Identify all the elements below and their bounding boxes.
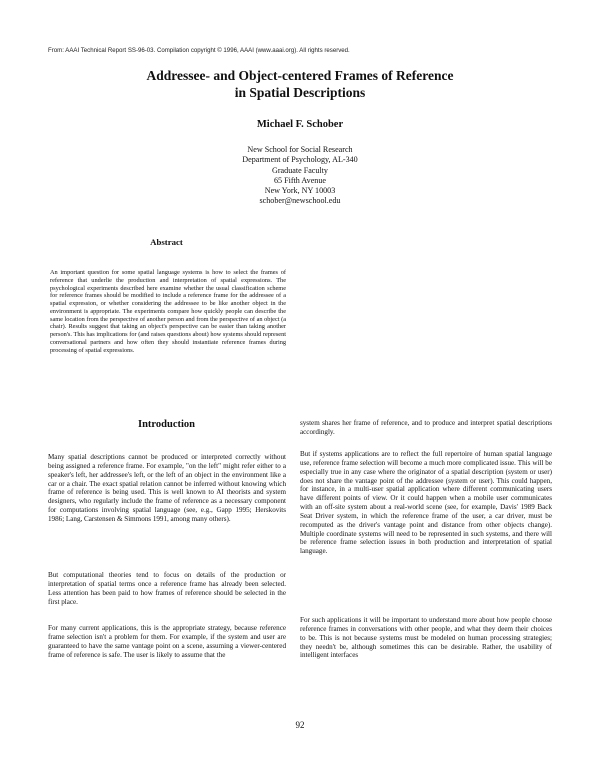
paper-title bbox=[60, 67, 540, 101]
affiliation-line: New School for Social Research bbox=[247, 145, 353, 154]
affiliation-line: Graduate Faculty bbox=[272, 165, 328, 175]
title-line-2: in Spatial Descriptions bbox=[234, 85, 366, 100]
affiliation-line: New York, NY 10003 bbox=[264, 186, 336, 196]
author-email: schober@newschool.edu bbox=[259, 196, 341, 206]
intro-paragraph: For such applications it will be important to understand more about how people choose reference frames in conversations with other people, and what they deem their choices to be. This is not because systems must be modeled on human processing strategies; they needn't be, although sometimes this can be desirable. Rather, the usability of intelligent interfaces bbox=[300, 616, 552, 660]
intro-paragraph: Many spatial descriptions cannot be produced or interpreted correctly without being assigned a reference frame. For example, "on the left" might refer either to a speaker's left, her addressee's left, or the left of an object in the environment like a car or a chair. The exact spatial relation cannot be inferred without knowing which frame of reference is being used. This is well known to AI theorists and system designers, who regularly include the frame of reference as a necessary component for computations involving spatial language (see, e.g., Gapp 1995; Herskovits 1986; Lang, Carstensen & Simmons 1991, among many others). bbox=[48, 453, 286, 523]
introduction-heading: Introduction bbox=[138, 419, 195, 430]
intro-paragraph: But if systems applications are to reflect the full repertoire of human spatial language use, reference frame selection will become a much more complicated issue. This will be especially true in any case where the originator of a spatial description (system or user) does not share the vantage point of the addressee (system or user). This could happen, for instance, in a multi-user spatial application where different communicating users have different points of view. Or it could happen when a mobile user communicates with an off-site system about a real-world scene (see, for example, Davis' 1989 Back Seat Driver system, in which the reference frame of the user, a car driver, must be recomputed as the driver's vantage point and distance from other objects change). Multiple coordinate systems will need to be represented in such systems, and there will be reference frame selection issues in both production and interpretation of spatial language. bbox=[300, 450, 552, 556]
intro-paragraph: system shares her frame of reference, and to produce and interpret spatial descriptions accordingly. bbox=[300, 419, 552, 436]
affiliation-line: 65 Fifth Avenue bbox=[273, 175, 326, 185]
title-line-1: Addressee- and Object-centered Frames of Reference bbox=[146, 68, 454, 83]
page-number: 92 bbox=[295, 720, 305, 730]
intro-paragraph: But computational theories tend to focus on details of the production or interpretation of spatial terms once a reference frame has already been selected. Less attention has been paid to how frames of reference should be selected in the first place. bbox=[48, 571, 286, 606]
author-name: Michael F. Schober bbox=[256, 119, 344, 130]
copyright-banner: From: AAAI Technical Report SS-96-03. Compilation copyright © 1996, AAAI (www.aaai.org). All rights reserved. bbox=[48, 47, 350, 54]
abstract-text: An important question for some spatial language systems is how to select the frames of reference that underlie the production and interpretation of spatial expressions. The psychological experiments described here examine whether the usual classification scheme for reference frames should be modified to include a reference frame for the addressee of a spatial expression, or whether considering the addressee to be like another object in the environment is appropriate. The experiments compare how quickly people can describe the same location from the perspective of another person and from the perspective of an object (a chair). Results suggest that taking an object's perspective can be easier than taking another person's. This has implications for (and raises questions about) how systems should represent conversational partners and how often they should instantiate reference frames during processing of spatial expressions. bbox=[50, 269, 286, 354]
affiliation-line: Department of Psychology, AL-340 bbox=[242, 155, 358, 165]
intro-paragraph: For many current applications, this is the appropriate strategy, because reference frame selection isn't a problem for them. For example, if the system and user are guaranteed to have the same vantage point on a scene, assuming a viewer-centered frame of reference is safe. The user is likely to assume that the bbox=[48, 624, 286, 659]
abstract-heading: Abstract bbox=[150, 237, 183, 247]
affiliation-block bbox=[0, 145, 600, 207]
